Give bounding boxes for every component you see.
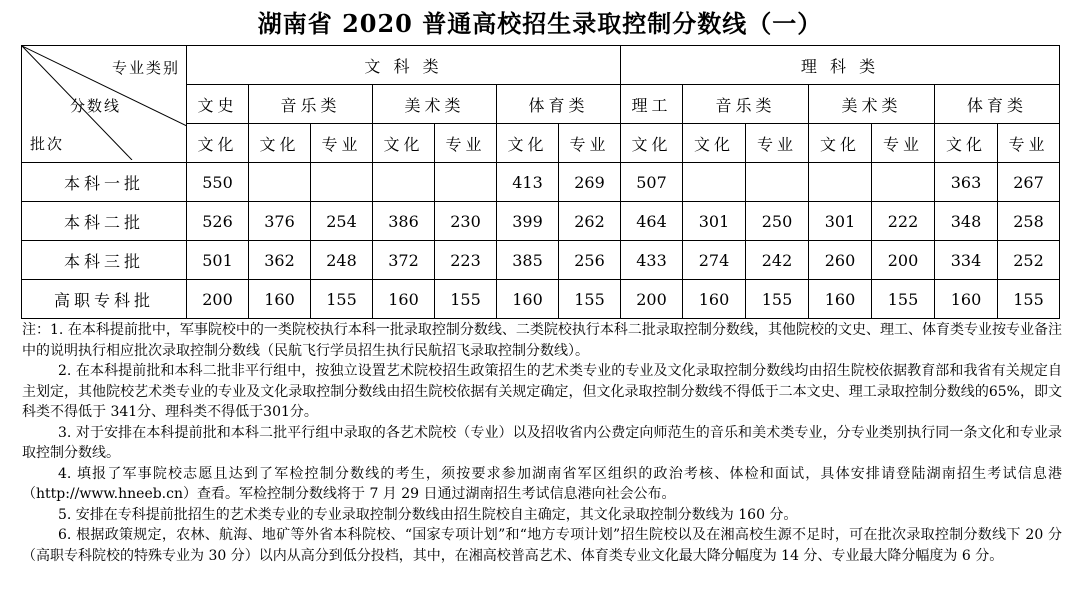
score-cell: 160 <box>249 280 311 319</box>
score-cell: 501 <box>187 241 249 280</box>
note-5: 5. 安排在专科提前批招生的艺术类专业的专业录取控制分数线由招生院校自主确定，其文化录取控制分数线为 160 分。 <box>58 506 798 523</box>
score-cell: 250 <box>746 202 809 241</box>
sub-header: 专业 <box>998 124 1060 163</box>
score-cell: 254 <box>311 202 373 241</box>
score-cell: 155 <box>872 280 935 319</box>
score-cell: 372 <box>373 241 435 280</box>
score-cell <box>249 163 311 202</box>
score-cell: 200 <box>621 280 683 319</box>
score-cell: 301 <box>683 202 746 241</box>
score-cell: 242 <box>746 241 809 280</box>
score-cell: 301 <box>809 202 872 241</box>
sub-header: 专业 <box>746 124 809 163</box>
group-header: 美术类 <box>373 85 497 124</box>
table-row <box>22 280 1060 319</box>
sub-header: 专业 <box>311 124 373 163</box>
group-header: 文史 <box>187 85 249 124</box>
score-cell <box>435 163 497 202</box>
notes-section <box>22 320 1062 566</box>
score-cell: 248 <box>311 241 373 280</box>
note-3: 3. 对于安排在本科提前批和本科二批平行组中录取的各艺术院校（专业）以及招收省内公费定向师范生的音乐和美术类专业，分专业类别执行同一条文化和专业录取控制分数线。 <box>22 424 1062 461</box>
score-cell <box>683 163 746 202</box>
sub-header: 文化 <box>373 124 435 163</box>
sub-header: 文化 <box>249 124 311 163</box>
score-cell: 155 <box>746 280 809 319</box>
score-cell: 258 <box>998 202 1060 241</box>
sub-header: 文化 <box>187 124 249 163</box>
table-row <box>22 241 1060 280</box>
score-cell: 230 <box>435 202 497 241</box>
sub-header: 文化 <box>497 124 559 163</box>
score-cell: 507 <box>621 163 683 202</box>
group-header: 音乐类 <box>249 85 373 124</box>
score-cell: 155 <box>998 280 1060 319</box>
sub-header: 专业 <box>435 124 497 163</box>
group-header: 体育类 <box>935 85 1060 124</box>
score-cell: 269 <box>559 163 621 202</box>
score-cell: 256 <box>559 241 621 280</box>
corner-batch-label: 批次 <box>30 135 65 153</box>
score-cell: 160 <box>809 280 872 319</box>
wenke-header: 文 科 类 <box>187 46 621 85</box>
score-cell: 160 <box>373 280 435 319</box>
score-cell <box>809 163 872 202</box>
page-title: 湖南省 2020 普通高校招生录取控制分数线（一） <box>257 9 823 38</box>
score-cell: 260 <box>809 241 872 280</box>
group-header: 理工 <box>621 85 683 124</box>
corner-category-label: 专业类别 <box>111 59 180 77</box>
score-cell: 160 <box>497 280 559 319</box>
score-cell: 386 <box>373 202 435 241</box>
score-cell: 348 <box>935 202 998 241</box>
note-4: 4. 填报了军事院校志愿且达到了军检控制分数线的考生，须按要求参加湖南省军区组织的政治考核、体检和面试，具体安排请登陆湖南招生考试信息港（http://www.hneeb.cn）查看。军检控制分数线将于 7 月 29 日通过湖南招生考试信息港向社会公布。 <box>22 465 1062 502</box>
corner-score-label: 分数线 <box>70 97 122 115</box>
score-cell: 363 <box>935 163 998 202</box>
score-cell: 376 <box>249 202 311 241</box>
score-cell: 160 <box>683 280 746 319</box>
score-cell <box>872 163 935 202</box>
score-cell: 252 <box>998 241 1060 280</box>
score-cell: 464 <box>621 202 683 241</box>
score-cell: 413 <box>497 163 559 202</box>
sub-header: 文化 <box>683 124 746 163</box>
score-cell: 160 <box>935 280 998 319</box>
sub-header: 专业 <box>872 124 935 163</box>
score-cell: 399 <box>497 202 559 241</box>
batch-label: 本科一批 <box>22 163 187 202</box>
score-cell: 334 <box>935 241 998 280</box>
batch-label: 本科三批 <box>22 241 187 280</box>
table-row <box>22 202 1060 241</box>
score-cell: 267 <box>998 163 1060 202</box>
score-cell: 262 <box>559 202 621 241</box>
score-cell <box>746 163 809 202</box>
score-cell: 223 <box>435 241 497 280</box>
note-1: 注：1. 在本科提前批中，军事院校中的一类院校执行本科一批录取控制分数线、二类院校执行本科二批录取控制分数线，其他院校的文史、理工、体育类专业按专业备注中的说明执行相应批次录取控制分数线（民航飞行学员招生执行民航招飞录取控制分数线）。 <box>22 322 1062 359</box>
score-cell: 362 <box>249 241 311 280</box>
score-cell: 385 <box>497 241 559 280</box>
like-header: 理 科 类 <box>621 46 1060 85</box>
group-header: 音乐类 <box>683 85 809 124</box>
score-cell: 200 <box>187 280 249 319</box>
score-cell: 155 <box>435 280 497 319</box>
score-cell: 200 <box>872 241 935 280</box>
sub-header: 文化 <box>935 124 998 163</box>
score-cell: 433 <box>621 241 683 280</box>
batch-label: 本科二批 <box>22 202 187 241</box>
score-cell: 155 <box>311 280 373 319</box>
score-cell <box>373 163 435 202</box>
sub-header: 文化 <box>809 124 872 163</box>
note-2: 2. 在本科提前批和本科二批非平行组中，按独立设置艺术院校招生政策招生的艺术类专业的专业及文化录取控制分数线均由招生院校依据教育部和我省有关规定自主划定，其他院校艺术类专业的专业及文化录取控制分数线由招生院校依据有关规定确定，但文化录取控制分数线不得低于二本文史、理工录取控制分数线的65%，即文科类不得低于 341分、理科类不得低于301分。 <box>22 363 1062 420</box>
group-header: 美术类 <box>809 85 935 124</box>
batch-label: 高职专科批 <box>22 280 187 319</box>
score-cell: 526 <box>187 202 249 241</box>
sub-header: 专业 <box>559 124 621 163</box>
table-corner-header <box>22 46 187 163</box>
score-cell: 222 <box>872 202 935 241</box>
score-table <box>21 45 1060 319</box>
score-cell: 155 <box>559 280 621 319</box>
table-row <box>22 163 1060 202</box>
score-cell <box>311 163 373 202</box>
group-header: 体育类 <box>497 85 621 124</box>
score-cell: 550 <box>187 163 249 202</box>
note-6: 6. 根据政策规定，农林、航海、地矿等外省本科院校、“国家专项计划”和“地方专项计划”招生院校以及在湘高校生源不足时，可在批次录取控制分数线下 20 分（高职专科院校的特殊专业为 30 分）以内从高分到低分投档，其中，在湘高校普高艺术、体育类专业文化最大降分幅度为 14 分、专业最大降分幅度为 6 分。 <box>22 527 1062 564</box>
sub-header: 文化 <box>621 124 683 163</box>
score-cell: 274 <box>683 241 746 280</box>
